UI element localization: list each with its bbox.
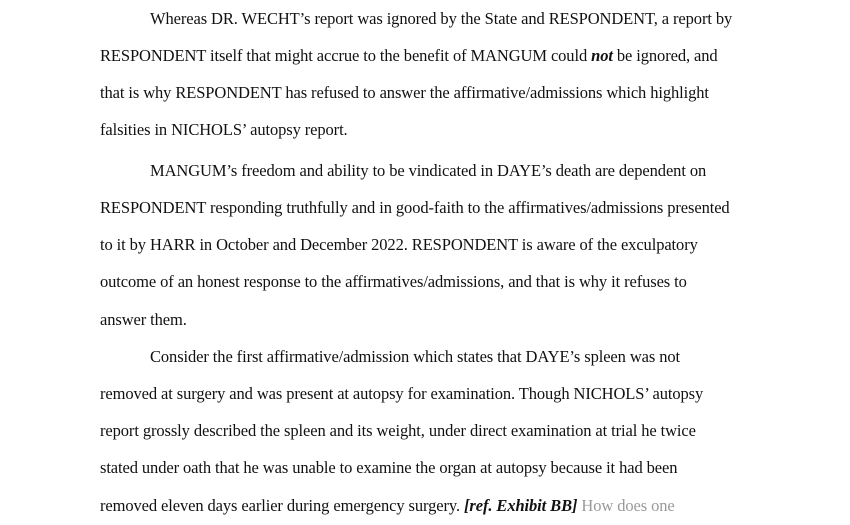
paragraph-1-line-2 [100,46,718,66]
paragraph-2-line-5: answer them. [100,310,187,329]
paragraph-3-line-3: report grossly described the spleen and its weight, under direct examination at trial he twice [100,421,696,440]
text-segment: removed eleven days earlier during emergency surgery. [100,496,465,515]
paragraph-2-line-4: outcome of an honest response to the affirmatives/admissions, and that is why it refuses to [100,272,687,291]
exhibit-reference: [ref. Exhibit BB] [464,496,578,515]
paragraph-2-line-3: to it by HARR in October and December 2022. RESPONDENT is aware of the exculpatory [100,235,698,254]
paragraph-1-line-3: that is why RESPONDENT has refused to answer the affirmative/admissions which highlight [100,83,709,102]
paragraph-1-line-4: falsities in NICHOLS’ autopsy report. [100,120,348,139]
paragraph-3-line-4: stated under oath that he was unable to examine the organ at autopsy because it had been [100,458,678,477]
paragraph-3-line-2: removed at surgery and was present at autopsy for examination. Though NICHOLS’ autopsy [100,384,704,403]
text-segment: RESPONDENT itself that might accrue to the benefit of MANGUM could [100,46,592,65]
paragraph-1-line-1: Whereas DR. WECHT’s report was ignored by the State and RESPONDENT, a report by [150,9,733,28]
paragraph-2-line-2: RESPONDENT responding truthfully and in good-faith to the affirmatives/admissions presented [100,198,730,217]
paragraph-3-line-1: Consider the first affirmative/admission which states that DAYE’s spleen was not [150,347,680,366]
emphasis-not: not [591,46,613,65]
paragraph-2-line-1: MANGUM’s freedom and ability to be vindicated in DAYE’s death are dependent on [150,161,707,180]
paragraph-3-line-5 [100,496,675,516]
text-segment: How does one [577,496,675,515]
text-segment: be ignored, and [612,46,718,65]
